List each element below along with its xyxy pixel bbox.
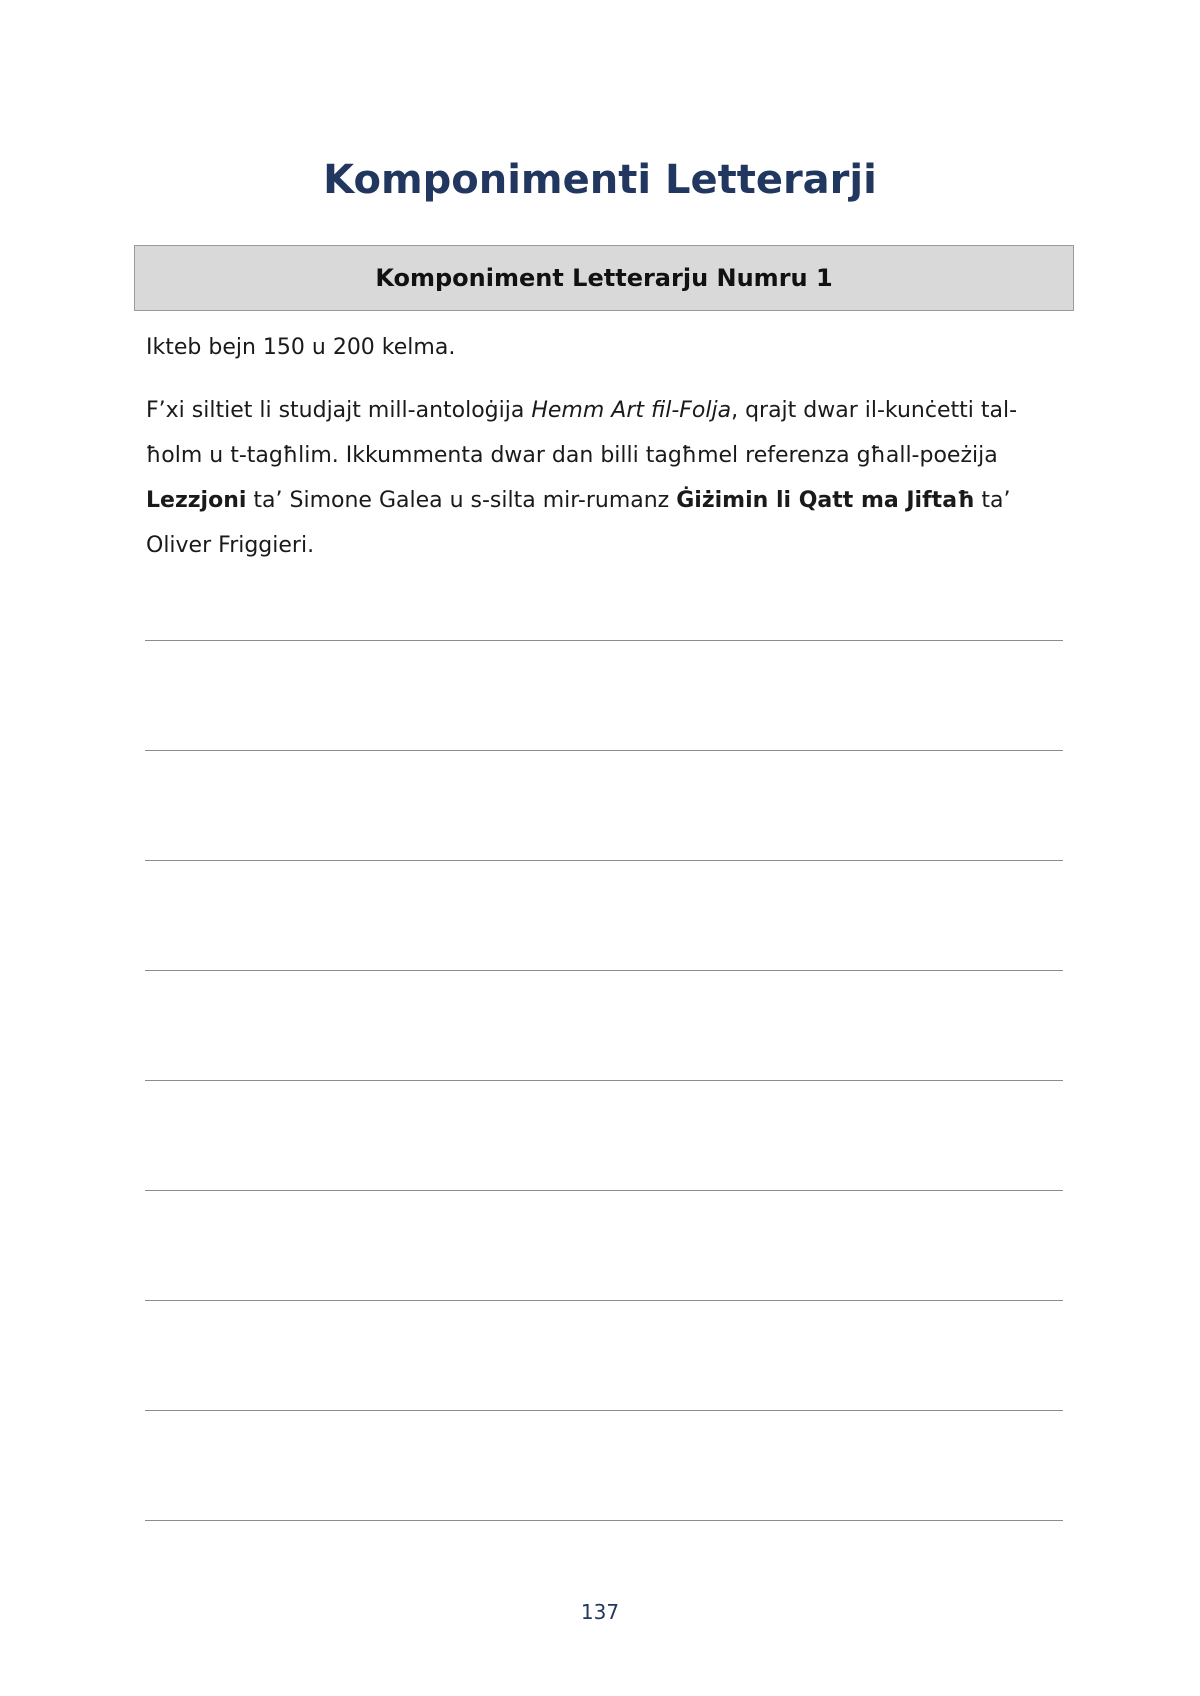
prompt-text-part-2: , qrajt dwar il-kunċetti tal-ħolm u t-tagħlim. Ikkummenta dwar dan billi tagħmel referenza għall-poeżija: [146, 398, 1018, 468]
answer-line[interactable]: [145, 860, 1063, 861]
anthology-title: Hemm Art fil-Folja: [531, 398, 732, 423]
word-count-instruction: Ikteb bejn 150 u 200 kelma.: [146, 335, 456, 360]
answer-line[interactable]: [145, 970, 1063, 971]
prompt-text-part-1: F’xi siltiet li studjajt mill-antoloġija: [146, 398, 532, 423]
section-heading: Komponiment Letterarju Numru 1: [375, 264, 833, 292]
answer-line[interactable]: [145, 1080, 1063, 1081]
answer-line[interactable]: [145, 1410, 1063, 1411]
answer-line[interactable]: [145, 1300, 1063, 1301]
section-heading-box: [134, 245, 1074, 311]
prompt-text-part-4: ta’ Oliver Friggieri.: [146, 488, 1011, 558]
prompt-text-part-3: ta’ Simone Galea u s-silta mir-rumanz: [246, 488, 677, 513]
page-number: 137: [580, 1600, 620, 1624]
answer-line[interactable]: [145, 640, 1063, 641]
poem-title: Lezzjoni: [146, 488, 247, 513]
answer-line[interactable]: [145, 1190, 1063, 1191]
essay-prompt: [146, 388, 1066, 568]
novel-title: Ġiżimin li Qatt ma Jiftaħ: [676, 488, 975, 513]
page-title: Komponimenti Letterarji: [323, 157, 877, 203]
answer-line[interactable]: [145, 1520, 1063, 1521]
answer-line[interactable]: [145, 750, 1063, 751]
